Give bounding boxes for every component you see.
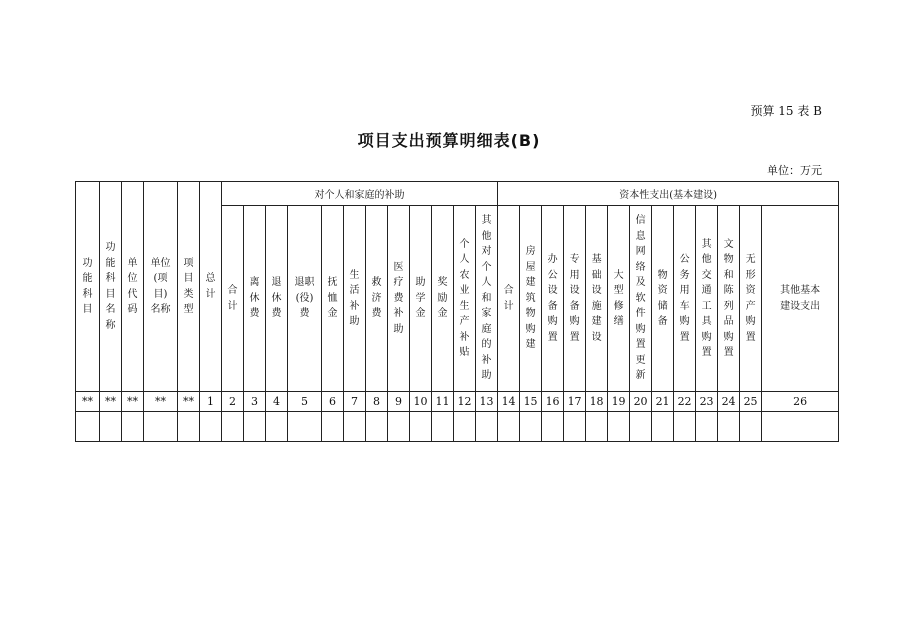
header-capital-col: 其他基本建设支出 <box>762 206 839 392</box>
column-number: 10 <box>410 392 432 412</box>
column-number: ** <box>144 392 178 412</box>
data-cell <box>178 412 200 442</box>
column-number: 23 <box>696 392 718 412</box>
column-number: 15 <box>520 392 542 412</box>
header-personal-col: 奖励金 <box>432 206 454 392</box>
header-capital-col: 基础设施建设 <box>586 206 608 392</box>
header-personal-col: 退职(役)费 <box>288 206 322 392</box>
header-personal-col: 医疗费补助 <box>388 206 410 392</box>
column-number: 19 <box>608 392 630 412</box>
column-number: 24 <box>718 392 740 412</box>
header-capital-col: 专用设备购置 <box>564 206 586 392</box>
data-cell <box>410 412 432 442</box>
header-row-groups <box>76 182 839 206</box>
header-capital-col: 无形资产购置 <box>740 206 762 392</box>
header-func-subject: 功能科目 <box>76 182 100 392</box>
data-cell <box>630 412 652 442</box>
data-cell <box>322 412 344 442</box>
header-personal-col: 生活补助 <box>344 206 366 392</box>
column-number: 17 <box>564 392 586 412</box>
data-cell <box>762 412 839 442</box>
column-number: 8 <box>366 392 388 412</box>
column-number: 18 <box>586 392 608 412</box>
header-unit-project-name: 单位(项目)名称 <box>144 182 178 392</box>
column-number: 20 <box>630 392 652 412</box>
data-cell <box>200 412 222 442</box>
data-cell <box>432 412 454 442</box>
data-cell <box>586 412 608 442</box>
data-cell <box>652 412 674 442</box>
column-number: 22 <box>674 392 696 412</box>
column-number: 11 <box>432 392 454 412</box>
column-number: 9 <box>388 392 410 412</box>
header-capital-col: 大型修缮 <box>608 206 630 392</box>
data-row-empty <box>76 412 839 442</box>
header-personal-col: 抚恤金 <box>322 206 344 392</box>
header-group-capital: 资本性支出(基本建设) <box>498 182 839 206</box>
column-number: 14 <box>498 392 520 412</box>
header-unit-code: 单位代码 <box>122 182 144 392</box>
data-cell <box>244 412 266 442</box>
column-number: 12 <box>454 392 476 412</box>
data-cell <box>388 412 410 442</box>
column-number: 21 <box>652 392 674 412</box>
data-cell <box>288 412 322 442</box>
header-personal-col: 助学金 <box>410 206 432 392</box>
header-personal-col: 退休费 <box>266 206 288 392</box>
header-capital-col: 公务用车购置 <box>674 206 696 392</box>
column-number: 2 <box>222 392 244 412</box>
column-number: 26 <box>762 392 839 412</box>
data-cell <box>100 412 122 442</box>
data-cell <box>222 412 244 442</box>
header-personal-col: 合计 <box>222 206 244 392</box>
budget-table <box>75 181 839 442</box>
header-personal-col: 救济费 <box>366 206 388 392</box>
data-cell <box>122 412 144 442</box>
column-number: ** <box>178 392 200 412</box>
header-func-subject-name: 功能科目名称 <box>100 182 122 392</box>
column-number: ** <box>76 392 100 412</box>
column-number: 25 <box>740 392 762 412</box>
table-code: 预算 15 表 B <box>750 104 822 118</box>
page-title: 项目支出预算明细表(B) <box>357 131 541 150</box>
data-cell <box>366 412 388 442</box>
column-number: 5 <box>288 392 322 412</box>
column-number: ** <box>100 392 122 412</box>
data-cell <box>344 412 366 442</box>
data-cell <box>542 412 564 442</box>
header-personal-col: 离休费 <box>244 206 266 392</box>
header-personal-col: 其他对个人和家庭的补助 <box>476 206 498 392</box>
header-project-type: 项目类型 <box>178 182 200 392</box>
data-cell <box>674 412 696 442</box>
column-number: 3 <box>244 392 266 412</box>
unit-label: 单位：万元 <box>767 164 822 177</box>
data-cell <box>520 412 542 442</box>
column-number: ** <box>122 392 144 412</box>
column-number: 13 <box>476 392 498 412</box>
header-capital-col: 其他交通工具购置 <box>696 206 718 392</box>
data-cell <box>454 412 476 442</box>
header-capital-col: 信息网络及软件购置更新 <box>630 206 652 392</box>
data-cell <box>740 412 762 442</box>
column-number: 16 <box>542 392 564 412</box>
column-number: 6 <box>322 392 344 412</box>
column-number: 1 <box>200 392 222 412</box>
header-capital-col: 物资储备 <box>652 206 674 392</box>
data-cell <box>476 412 498 442</box>
data-cell <box>76 412 100 442</box>
data-cell <box>564 412 586 442</box>
column-number: 7 <box>344 392 366 412</box>
data-cell <box>718 412 740 442</box>
data-cell <box>266 412 288 442</box>
data-cell <box>144 412 178 442</box>
header-capital-col: 办公设备购置 <box>542 206 564 392</box>
header-group-personal: 对个人和家庭的补助 <box>222 182 498 206</box>
data-cell <box>608 412 630 442</box>
header-personal-col: 个人农业生产补贴 <box>454 206 476 392</box>
data-cell <box>498 412 520 442</box>
header-total: 总计 <box>200 182 222 392</box>
header-capital-col: 合计 <box>498 206 520 392</box>
column-number-row <box>76 392 839 412</box>
data-cell <box>696 412 718 442</box>
header-capital-col: 文物和陈列品购置 <box>718 206 740 392</box>
column-number: 4 <box>266 392 288 412</box>
header-capital-col: 房屋建筑物购建 <box>520 206 542 392</box>
